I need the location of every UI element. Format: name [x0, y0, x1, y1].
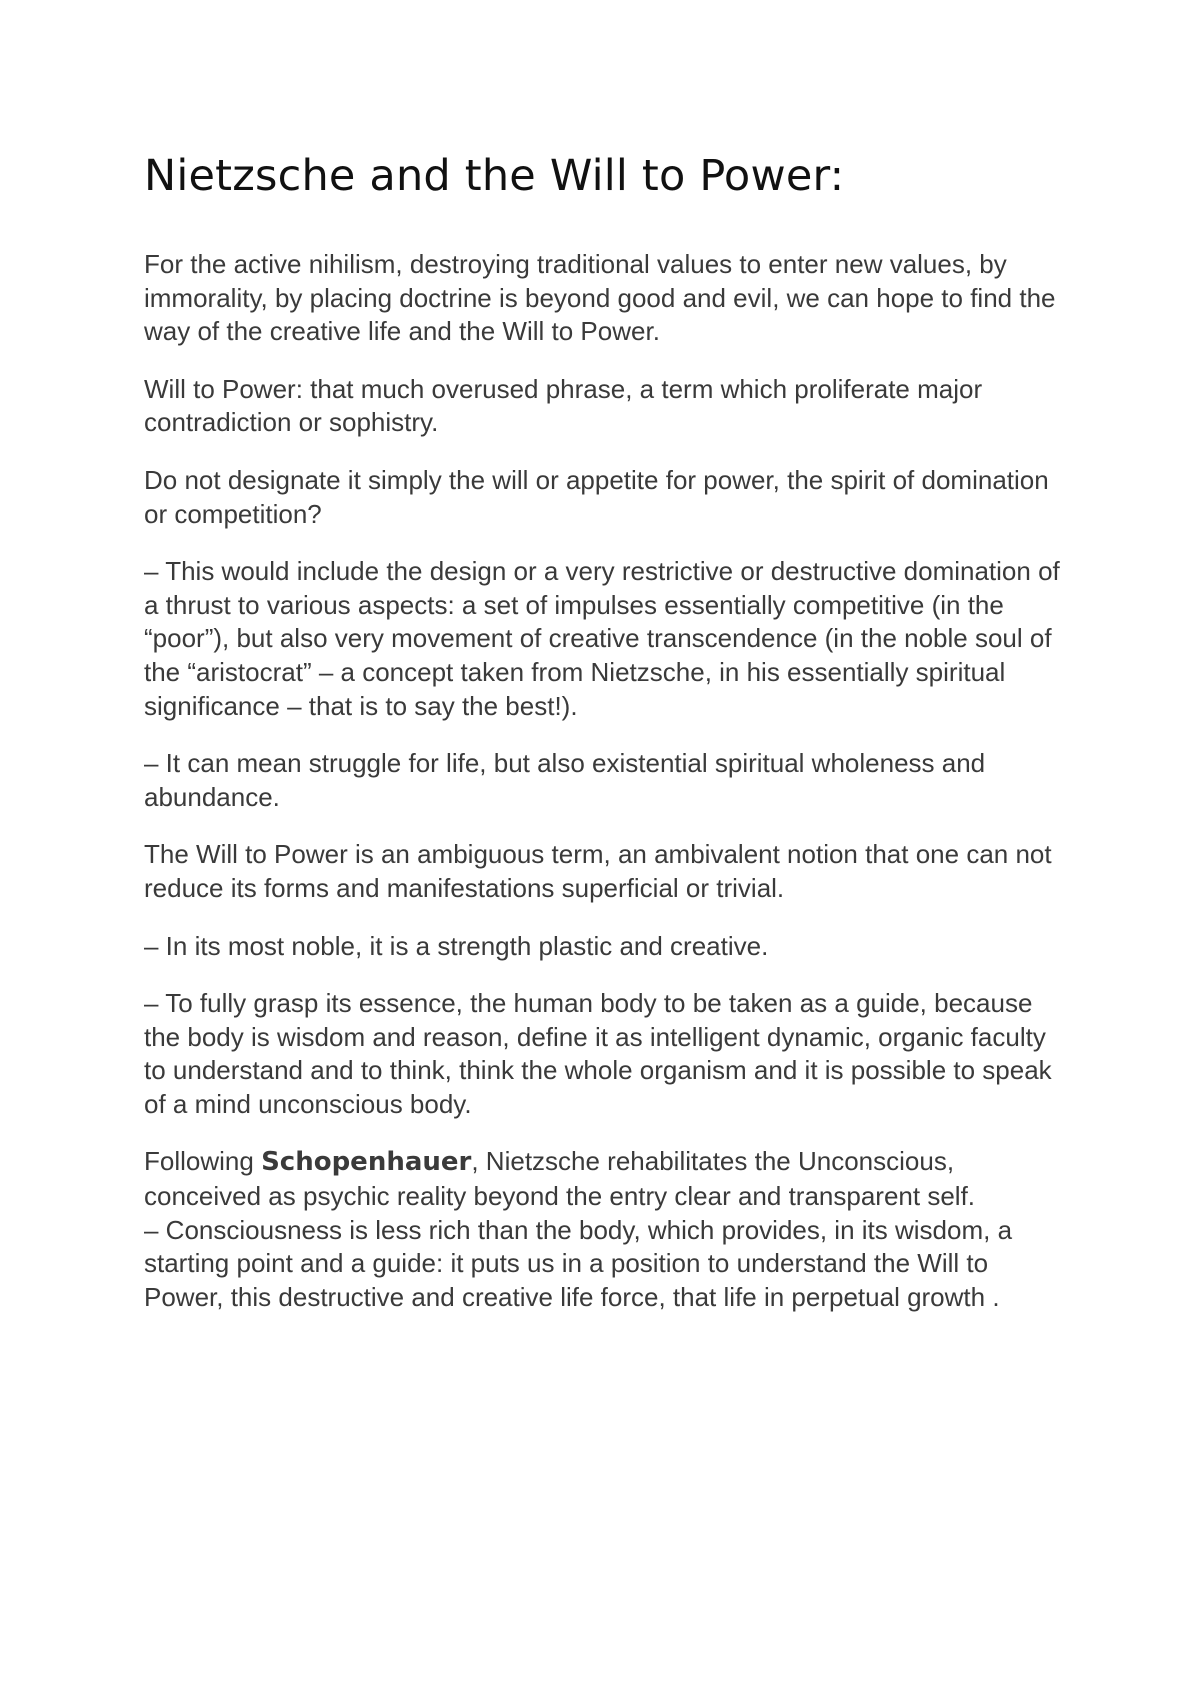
paragraph-most-noble: – In its most noble, it is a strength plastic and creative. — [144, 930, 769, 961]
paragraph-following-schopenhauer — [144, 1145, 1074, 1213]
following-prefix: Following — [144, 1146, 262, 1177]
paragraph-do-not-designate: Do not designate it simply the will or appetite for power, the spirit of domination or competition? — [144, 464, 1049, 529]
paragraph-domination: – This would include the design or a very restrictive or destructive domination of a thrust to various aspects: a set of impulses essentially competitive (in the “poor”), but also very movement of creative transcendence (in the noble soul of the “aristocrat” – a concept taken from Nietzsche, in his essentially spiritual significance – that is to say the best!). — [144, 556, 1060, 721]
schopenhauer-name: Schopenhauer — [261, 1147, 472, 1178]
paragraph-human-body-guide: – To fully grasp its essence, the human body to be taken as a guide, because the body is wisdom and reason, define it as intelligent dynamic, organic faculty to understand and to think, think the whole organism and it is possible to speak of a mind unconscious body. — [144, 988, 1052, 1119]
paragraph-ambiguous-term: The Will to Power is an ambiguous term, an ambivalent notion that one can not reduce its forms and manifestations superficial or trivial. — [144, 839, 1052, 903]
paragraph-active-nihilism: For the active nihilism, destroying traditional values to enter new values, by immorality, by placing doctrine is beyond good and evil, we can hope to find the way of the creative life and the Will to Power. — [144, 249, 1056, 347]
paragraph-consciousness: – Consciousness is less rich than the body, which provides, in its wisdom, a starting point and a guide: it puts us in a position to understand the Will to Power, this destructive and creative life force, that life in perpetual growth . — [144, 1214, 1013, 1312]
following-suffix: , Nietzsche rehabilitates the Unconscious, conceived as psychic reality beyond the entry clear and transparent self. — [144, 1146, 976, 1212]
paragraph-will-to-power-phrase: Will to Power: that much overused phrase, a term which proliferate major contradiction or sophistry. — [144, 373, 983, 438]
document-title: Nietzsche and the Will to Power: — [144, 151, 845, 201]
document-body — [144, 148, 1074, 1338]
paragraph-struggle-for-life: – It can mean struggle for life, but also existential spiritual wholeness and abundance. — [144, 748, 986, 812]
